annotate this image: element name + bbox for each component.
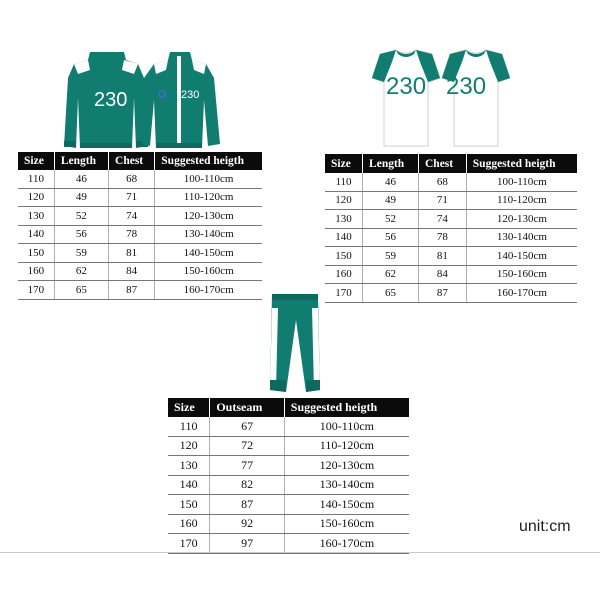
cell: 130-140cm [155,225,262,244]
cell: 52 [363,210,419,229]
table-row [325,173,577,191]
cell: 100-110cm [284,417,409,436]
cell: 170 [18,281,54,300]
cell: 110 [325,173,363,191]
table-row [168,456,409,476]
cell: 97 [210,534,284,554]
cell: 84 [419,265,467,284]
table-row [18,244,262,263]
cell: 120 [325,191,363,210]
cell: 150-160cm [155,262,262,281]
cell: 78 [419,228,467,247]
table-row [18,207,262,226]
col-suggested-height: Suggested heigth [155,152,262,170]
cell: 74 [419,210,467,229]
cell: 160-170cm [155,281,262,300]
cell: 62 [363,265,419,284]
col-size: Size [18,152,54,170]
cell: 160-170cm [284,534,409,554]
cell: 120-130cm [284,456,409,476]
jacket-number-back: 230 [94,89,128,111]
table-row [18,262,262,281]
cell: 160-170cm [466,284,577,303]
table-header-row [168,398,409,417]
cell: 110-120cm [466,191,577,210]
table-row [168,417,409,436]
cell: 130-140cm [466,228,577,247]
cell: 56 [363,228,419,247]
tshirt-size-table [325,154,577,303]
cell: 87 [109,281,155,300]
cell: 59 [363,247,419,266]
cell: 49 [54,188,108,207]
cell: 110 [168,417,210,436]
cell: 150 [325,247,363,266]
table-row [18,225,262,244]
cell: 140 [325,228,363,247]
cell: 65 [363,284,419,303]
pants-image [262,290,328,394]
cell: 87 [210,495,284,515]
table-row [325,228,577,247]
pants-size-table [168,398,409,554]
cell: 68 [109,170,155,188]
cell: 140 [168,475,210,495]
cell: 71 [109,188,155,207]
table-row [168,436,409,456]
cell: 59 [54,244,108,263]
cell: 92 [210,514,284,534]
col-length: Length [54,152,108,170]
cell: 170 [325,284,363,303]
cell: 150 [168,495,210,515]
cell: 67 [210,417,284,436]
jacket-image [60,48,230,152]
cell: 110-120cm [284,436,409,456]
cell: 150-160cm [284,514,409,534]
cell: 46 [54,170,108,188]
col-suggested-height: Suggested heigth [466,154,577,173]
cell: 74 [109,207,155,226]
cell: 52 [54,207,108,226]
table-row [168,495,409,515]
cell: 160 [325,265,363,284]
cell: 46 [363,173,419,191]
col-outseam: Outseam [210,398,284,417]
col-size: Size [168,398,210,417]
cell: 150-160cm [466,265,577,284]
jacket-number-front: 230 [181,89,200,101]
jacket-size-table [18,152,262,300]
table-row [18,188,262,207]
col-suggested-height: Suggested heigth [284,398,409,417]
table-row [325,247,577,266]
col-chest: Chest [419,154,467,173]
cell: 110-120cm [155,188,262,207]
table-row [325,191,577,210]
table-row [18,170,262,188]
cell: 120 [168,436,210,456]
cell: 130 [168,456,210,476]
cell: 160 [168,514,210,534]
cell: 72 [210,436,284,456]
cell: 120-130cm [155,207,262,226]
table-row [168,475,409,495]
col-length: Length [363,154,419,173]
cell: 130-140cm [284,475,409,495]
col-chest: Chest [109,152,155,170]
cell: 140-150cm [466,247,577,266]
table-row [325,265,577,284]
tshirt-number-left: 230 [386,73,427,100]
cell: 100-110cm [466,173,577,191]
cell: 87 [419,284,467,303]
cell: 100-110cm [155,170,262,188]
col-size: Size [325,154,363,173]
cell: 140 [18,225,54,244]
table-row [325,210,577,229]
cell: 78 [109,225,155,244]
bottom-divider [0,552,600,553]
cell: 130 [18,207,54,226]
table-row [325,284,577,303]
cell: 56 [54,225,108,244]
table-row [18,281,262,300]
cell: 68 [419,173,467,191]
cell: 49 [363,191,419,210]
cell: 150 [18,244,54,263]
cell: 82 [210,475,284,495]
unit-label: unit:cm [519,518,571,535]
cell: 170 [168,534,210,554]
cell: 120-130cm [466,210,577,229]
cell: 65 [54,281,108,300]
cell: 77 [210,456,284,476]
cell: 81 [109,244,155,263]
cell: 62 [54,262,108,281]
tshirt-image [362,48,514,148]
tshirt-number-right: 230 [446,73,487,100]
table-row [168,514,409,534]
cell: 140-150cm [155,244,262,263]
table-row [168,534,409,554]
cell: 130 [325,210,363,229]
cell: 140-150cm [284,495,409,515]
cell: 84 [109,262,155,281]
cell: 160 [18,262,54,281]
cell: 71 [419,191,467,210]
cell: 120 [18,188,54,207]
table-header-row [325,154,577,173]
cell: 81 [419,247,467,266]
table-header-row [18,152,262,170]
jacket-logo-mark: O [158,89,167,101]
cell: 110 [18,170,54,188]
